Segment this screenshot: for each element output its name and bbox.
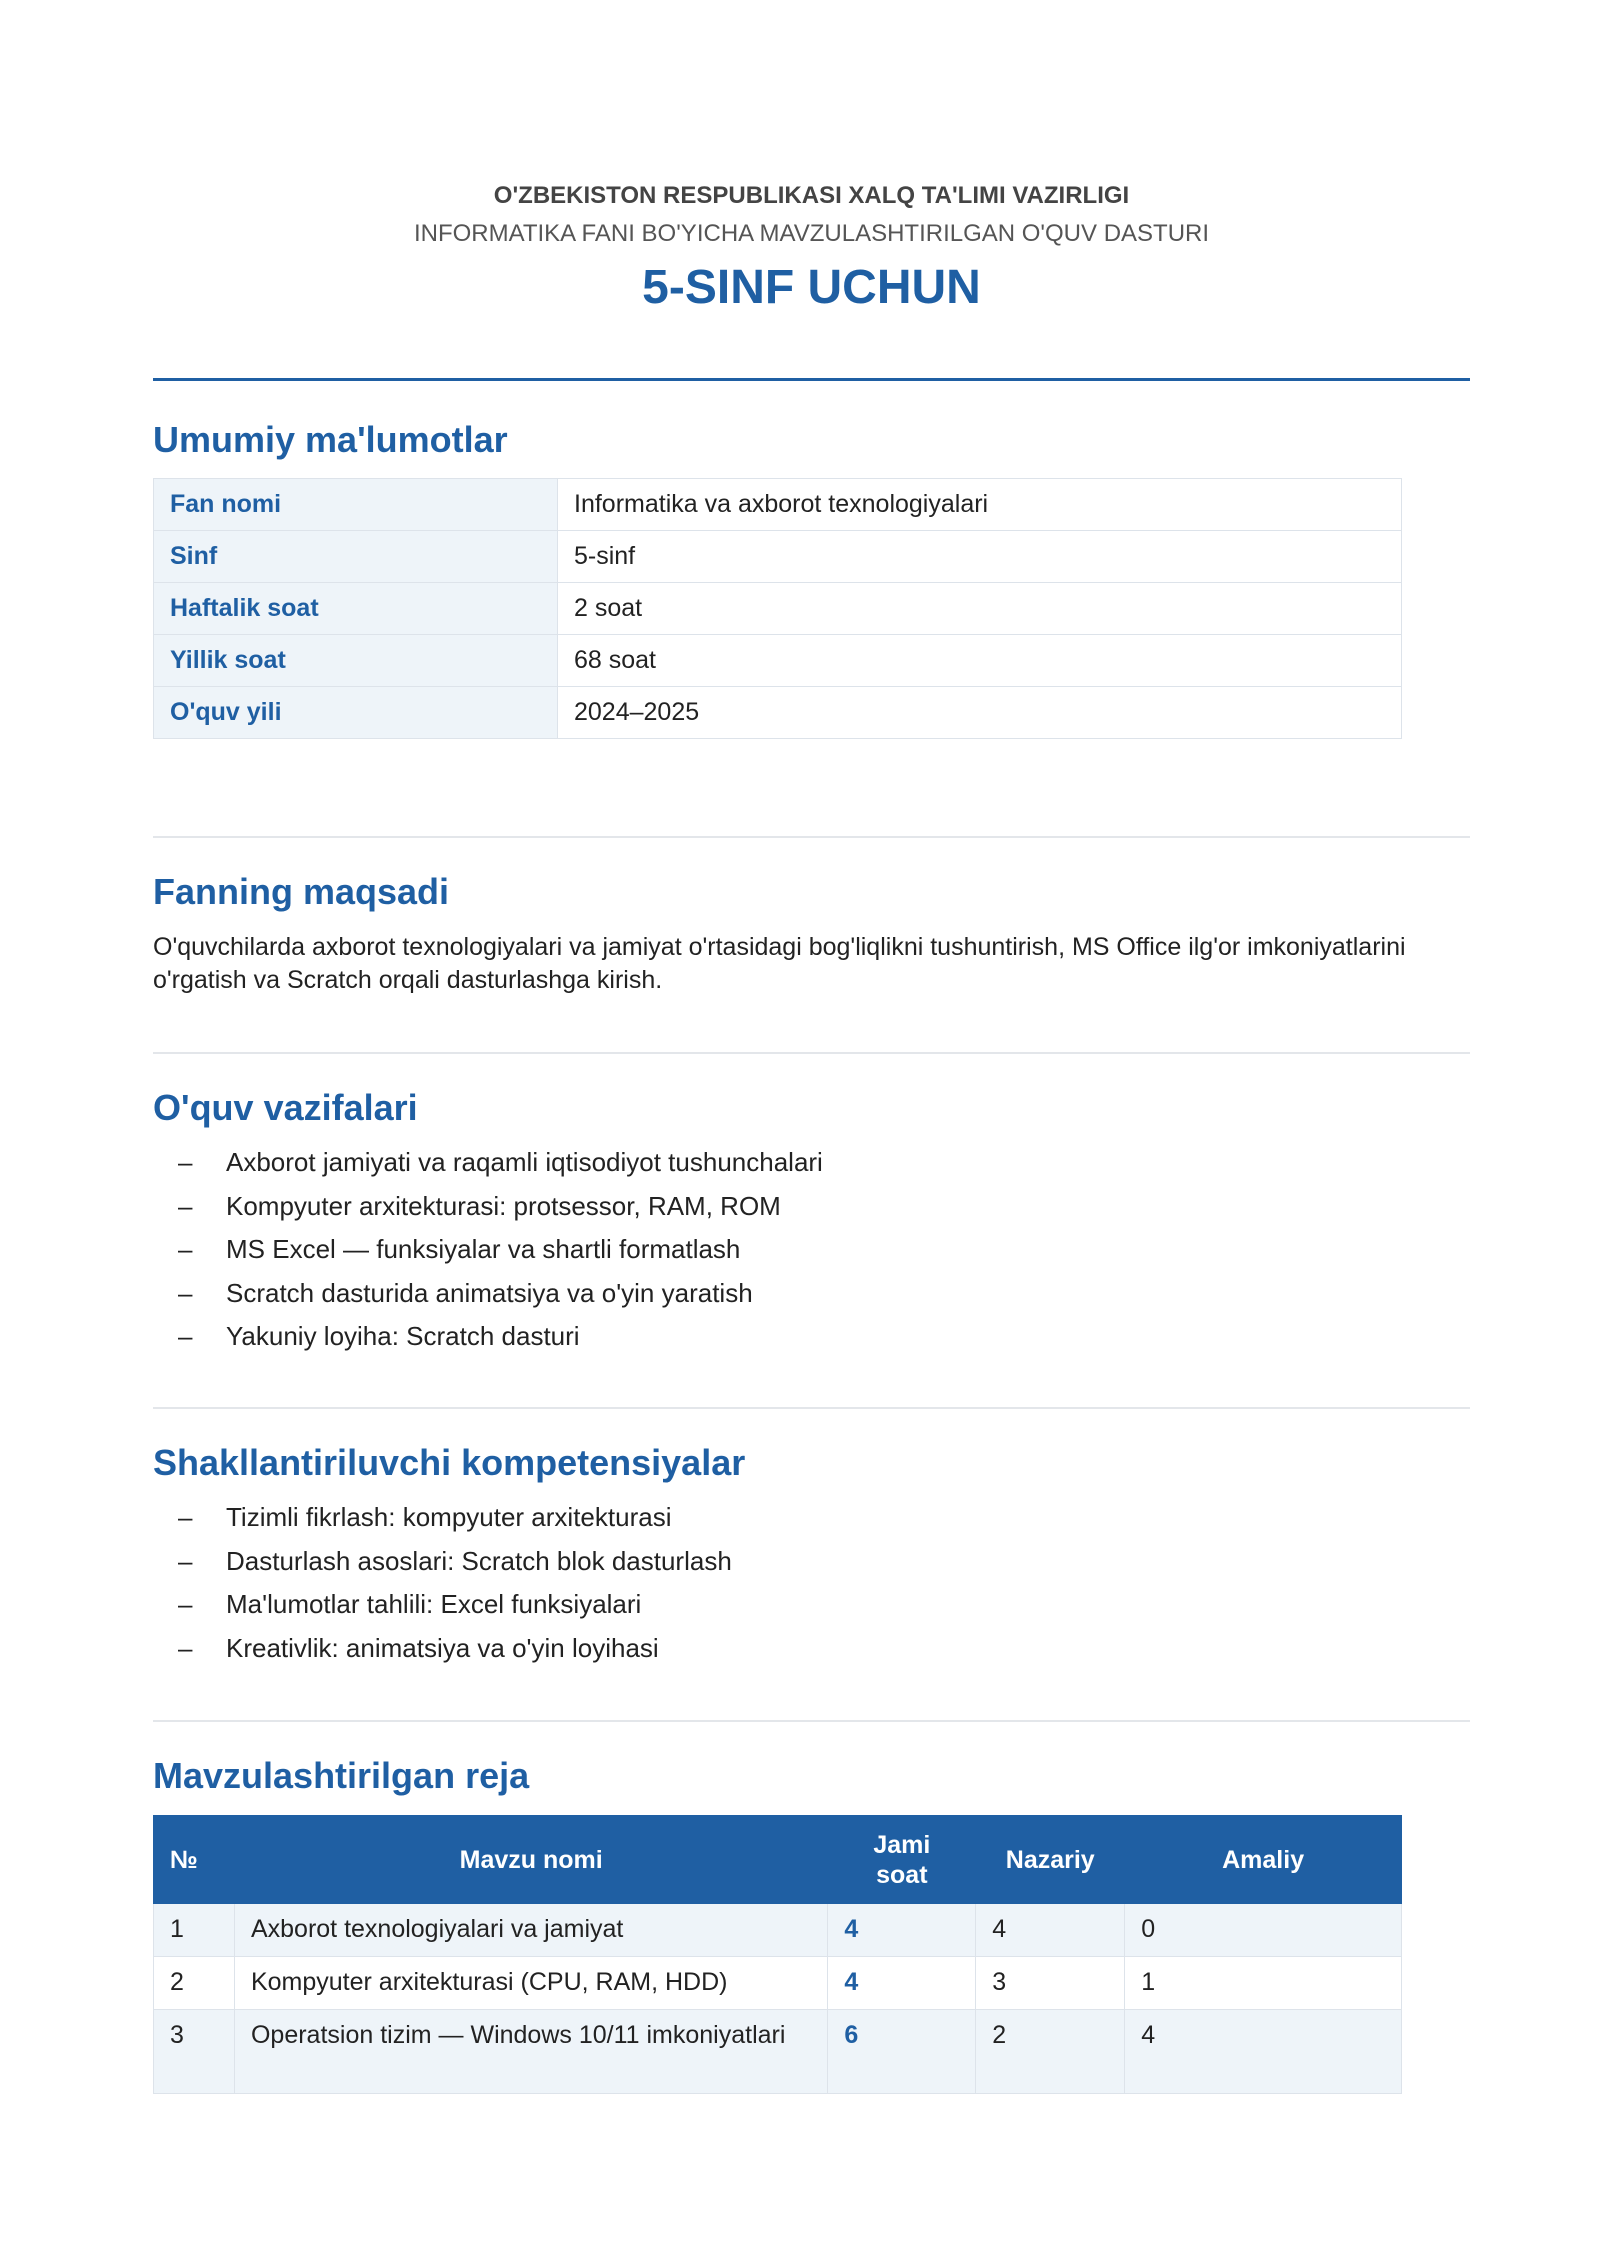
col-header-topic: Mavzu nomi (234, 1816, 827, 1904)
list-item (153, 1540, 732, 1584)
section-divider (153, 836, 1470, 838)
cell-total: 4 (828, 1957, 976, 2010)
table-row (154, 531, 1402, 583)
section-title-competencies: Shakllantiriluvchi kompetensiyalar (153, 1442, 746, 1483)
program-title: INFORMATIKA FANI BO'YICHA MAVZULASHTIRILGAN O'QUV DASTURI (413, 220, 1210, 247)
info-label: O'quv yili (154, 687, 558, 739)
cell-topic: Axborot texnologiyalari va jamiyat (234, 1904, 827, 1957)
list-item-text: Kompyuter arxitekturasi: protsessor, RAM, ROM (226, 1190, 781, 1221)
list-item-text: MS Excel — funksiyalar va shartli formatlash (226, 1234, 741, 1264)
dash-bullet: – (178, 1277, 193, 1308)
tasks-list (153, 1141, 823, 1359)
col-header-practice: Amaliy (1125, 1816, 1402, 1904)
cell-num: 3 (154, 2010, 235, 2094)
col-header-total (828, 1816, 976, 1904)
list-item (153, 1583, 732, 1627)
table-row (154, 2010, 1402, 2094)
dash-bullet: – (178, 1632, 193, 1663)
document-header (153, 180, 1470, 316)
info-value: Informatika va axborot texnologiyalari (558, 479, 1402, 531)
col-header-total-line1: Jami (873, 1830, 931, 1859)
list-item (153, 1627, 732, 1671)
info-value: 5-sinf (558, 531, 1402, 583)
info-label: Sinf (154, 531, 558, 583)
cell-topic: Operatsion tizim — Windows 10/11 imkoniyatlari (234, 2010, 827, 2094)
section-divider (153, 1720, 1470, 1722)
list-item (153, 1315, 823, 1359)
col-header-theory: Nazariy (976, 1816, 1125, 1904)
table-row (154, 583, 1402, 635)
list-item-text: Axborot jamiyati va raqamli iqtisodiyot tushunchalari (226, 1147, 823, 1177)
dash-bullet: – (178, 1234, 193, 1264)
list-item (153, 1496, 732, 1540)
col-header-total-line2: soat (876, 1860, 928, 1889)
section-title-plan: Mavzulashtirilgan reja (153, 1755, 530, 1796)
list-item-text: Yakuniy loyiha: Scratch dasturi (226, 1321, 580, 1351)
section-title-tasks: O'quv vazifalari (153, 1087, 418, 1128)
table-row (154, 479, 1402, 531)
dash-bullet: – (178, 1190, 193, 1221)
col-header-num: № (154, 1816, 235, 1904)
dash-bullet: – (178, 1321, 193, 1351)
table-row (154, 635, 1402, 687)
table-header-row (154, 1816, 1402, 1904)
list-item (153, 1141, 823, 1185)
dash-bullet: – (178, 1545, 193, 1576)
cell-theory: 2 (976, 2010, 1125, 2094)
dash-bullet: – (178, 1502, 193, 1532)
table-row (154, 687, 1402, 739)
cell-topic: Kompyuter arxitekturasi (CPU, RAM, HDD) (234, 1957, 827, 2010)
info-value: 2 soat (558, 583, 1402, 635)
general-info-table (153, 478, 1402, 739)
info-value: 2024–2025 (558, 687, 1402, 739)
list-item (153, 1185, 823, 1229)
grade-title: 5-SINF UCHUN (642, 261, 981, 314)
cell-total: 4 (828, 1904, 976, 1957)
cell-num: 1 (154, 1904, 235, 1957)
cell-total: 6 (828, 2010, 976, 2094)
section-title-general: Umumiy ma'lumotlar (153, 419, 508, 460)
list-item-text: Kreativlik: animatsiya va o'yin loyihasi (226, 1632, 659, 1663)
section-divider (153, 1052, 1470, 1054)
cell-practice: 0 (1125, 1904, 1402, 1957)
list-item-text: Dasturlash asoslari: Scratch blok dasturlash (226, 1545, 732, 1576)
info-value: 68 soat (558, 635, 1402, 687)
info-label: Fan nomi (154, 479, 558, 531)
plan-table (153, 1815, 1402, 2094)
list-item (153, 1228, 823, 1272)
table-row (154, 1904, 1402, 1957)
section-title-goal: Fanning maqsadi (153, 871, 450, 912)
dash-bullet: – (178, 1147, 193, 1177)
goal-paragraph: O'quvchilarda axborot texnologiyalari va jamiyat o'rtasidagi bog'liqlikni tushuntirish, MS Office ilg'or imkoniyatlarini o'rgatish va Scratch orqali dasturlashga kirish. (153, 933, 1406, 994)
cell-practice: 1 (1125, 1957, 1402, 2010)
info-label: Haftalik soat (154, 583, 558, 635)
header-rule (153, 378, 1470, 381)
cell-theory: 4 (976, 1904, 1125, 1957)
info-label: Yillik soat (154, 635, 558, 687)
list-item-text: Scratch dasturida animatsiya va o'yin yaratish (226, 1277, 753, 1308)
section-divider (153, 1407, 1470, 1409)
list-item-text: Tizimli fikrlash: kompyuter arxitekturasi (226, 1502, 672, 1532)
dash-bullet: – (178, 1589, 193, 1619)
list-item (153, 1272, 823, 1316)
list-item-text: Ma'lumotlar tahlili: Excel funksiyalari (226, 1589, 642, 1619)
competencies-list (153, 1496, 732, 1670)
cell-practice: 4 (1125, 2010, 1402, 2094)
ministry-name: O'ZBEKISTON RESPUBLIKASI XALQ TA'LIMI VAZIRLIGI (493, 182, 1130, 209)
cell-theory: 3 (976, 1957, 1125, 2010)
table-row (154, 1957, 1402, 2010)
cell-num: 2 (154, 1957, 235, 2010)
